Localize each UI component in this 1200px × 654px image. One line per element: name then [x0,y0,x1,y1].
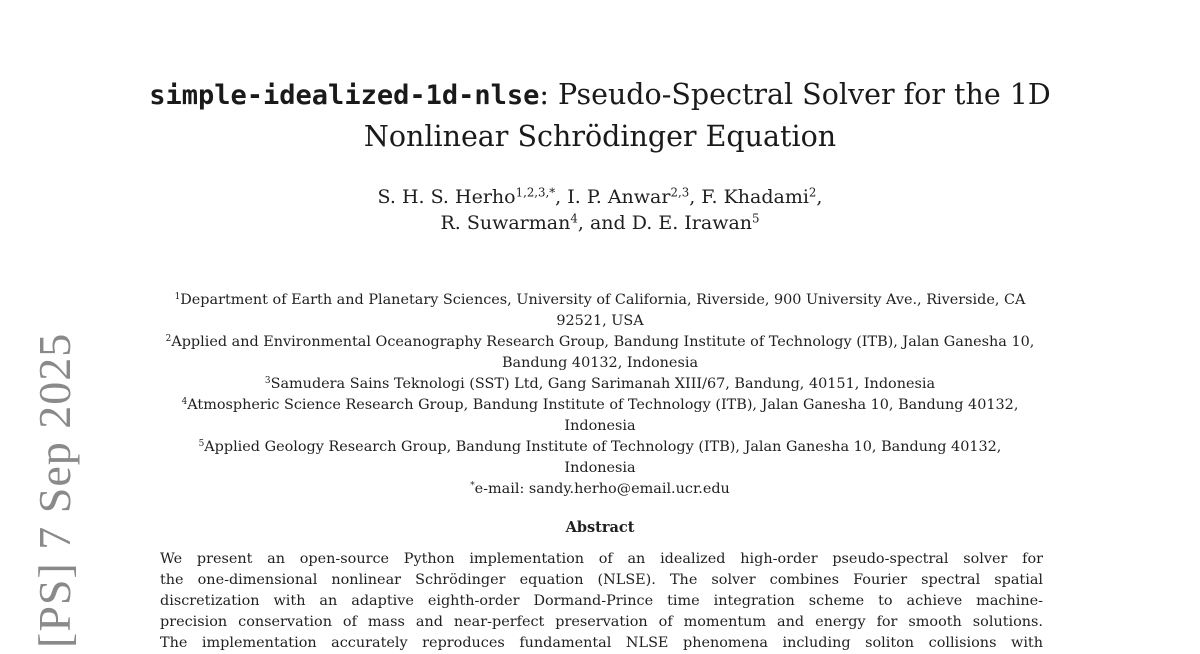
author-affil-marker: 2,3 [670,185,690,200]
affiliation-marker: 1 [174,292,181,303]
author-name: , and D. E. Irawan [577,212,753,234]
title-package-name: simple-idealized-1d-nlse [149,80,540,111]
paper-title [0,74,1200,157]
affiliation-text-cont: Bandung 40132, Indonesia [501,355,699,371]
affiliation-text: Applied Geology Research Group, Bandung Institute of Technology (ITB), Jalan Ganesha 10, Bandung 40132, [204,439,1002,455]
author-line-2 [0,210,1200,236]
email-text: e-mail: sandy.herho@email.ucr.edu [474,481,730,497]
author-name: , I. P. Anwar [555,186,671,208]
affiliation-5 [100,437,1100,479]
abstract-line: the one-dimensional nonlinear Schrödinger equation (NLSE). The solver combines Fourier spectral spatial [160,572,1043,588]
affiliation-1 [100,290,1100,332]
abstract-line: We present an open-source Python implementation of an idealized high-order pseudo-spectral solver for [160,551,1043,567]
author-separator: , [816,186,823,208]
affiliation-4 [100,395,1100,437]
author-name: S. H. S. Herho [377,186,516,208]
affiliation-text-cont: Indonesia [564,460,636,476]
affiliation-text: Samudera Sains Teknologi (SST) Ltd, Gang Sarimanah XIII/67, Bandung, 40151, Indonesia [270,376,936,392]
author-name: , F. Khadami [689,186,809,208]
affiliation-text: Applied and Environmental Oceanography Research Group, Bandung Institute of Technology (ITB), Jalan Ganesha 10, [171,334,1035,350]
affiliation-text: Department of Earth and Planetary Sciences, University of California, Riverside, 900 University Ave., Riverside, CA [180,292,1026,308]
title-line-1 [0,74,1200,116]
arxiv-margin-stamp: [PS] 7 Sep 2025 [29,332,80,648]
email-marker: * [470,481,475,492]
affiliation-text-cont: 92521, USA [556,313,644,329]
title-rest: : Pseudo-Spectral Solver for the 1D [539,78,1051,111]
abstract-line: precision conservation of mass and near-perfect preservation of momentum and energy for smooth solutions. [160,614,1043,630]
abstract-line: The implementation accurately reproduces fundamental NLSE phenomena including soliton collisions with [160,635,1043,651]
affiliation-marker: 2 [165,334,172,345]
author-affil-marker: 4 [570,211,578,226]
title-line-2: Nonlinear Schrödinger Equation [363,120,837,153]
affiliation-text-cont: Indonesia [564,418,636,434]
affiliation-marker: 4 [181,397,188,408]
author-list [0,184,1200,236]
abstract-body [160,549,1043,654]
abstract-line: discretization with an adaptive eighth-order Dormand-Prince time integration scheme to achieve machine- [160,593,1043,609]
affiliation-list [100,290,1100,500]
affiliation-marker: 3 [264,376,271,387]
author-name: R. Suwarman [440,212,571,234]
affiliation-text: Atmospheric Science Research Group, Bandung Institute of Technology (ITB), Jalan Ganesha 10, Bandung 40132, [187,397,1019,413]
affiliation-marker: 5 [198,439,205,450]
affiliation-2 [100,332,1100,374]
affiliation-3 [100,374,1100,395]
author-affil-marker: 1,2,3,* [515,185,556,200]
abstract-heading: Abstract [565,519,635,536]
corresponding-email [100,479,1100,500]
author-line-1 [0,184,1200,210]
author-affil-marker: 2 [808,185,817,200]
author-affil-marker: 5 [752,211,760,226]
